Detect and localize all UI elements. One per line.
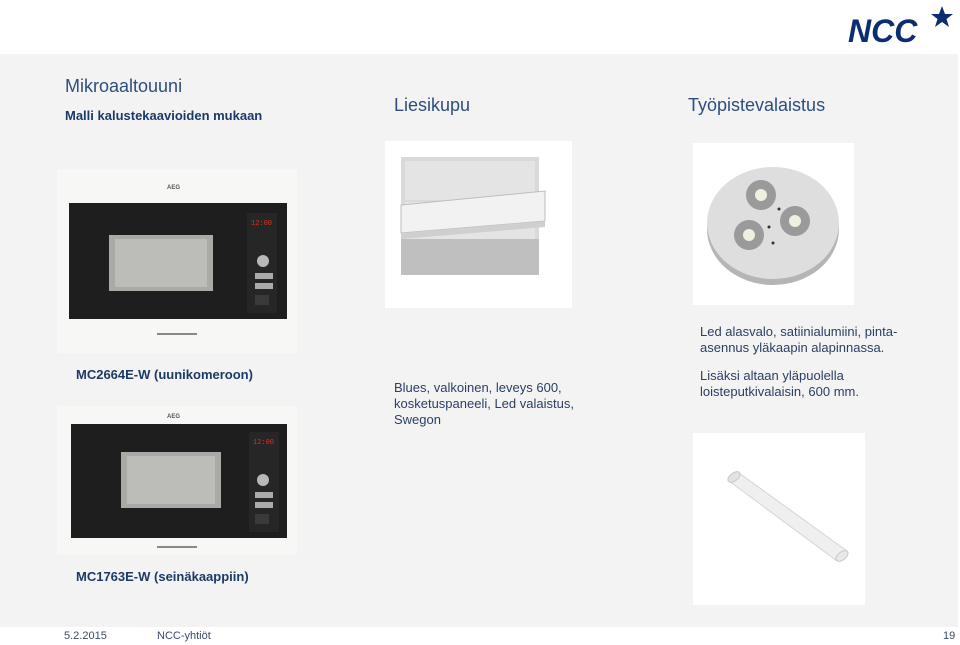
fluorescent-description-line-1: Lisäksi altaan yläpuolella (700, 368, 844, 383)
microwave-1-illustration (57, 169, 297, 353)
led-description (700, 324, 897, 356)
footer-page-number: 19 (943, 630, 956, 642)
fluorescent-description-line-2: loisteputkivalaisin, 600 mm. (700, 384, 859, 399)
footer-bar (0, 627, 960, 645)
led-description-line-2: asennus yläkaapin alapinnassa. (700, 340, 885, 355)
microwave-title: Mikroaaltouuni (65, 76, 183, 96)
header-bar (0, 0, 960, 54)
fluorescent-description (700, 368, 859, 400)
microwave-2-display: 12:00 (253, 439, 275, 447)
hood-image (385, 141, 572, 308)
hood-description (394, 380, 574, 428)
ncc-logo (846, 4, 956, 48)
footer-company: NCC-yhtiöt (157, 630, 211, 642)
led-light-illustration (693, 143, 854, 305)
microwave-2-illustration (57, 406, 297, 555)
star-icon (931, 6, 953, 27)
hood-illustration (385, 141, 572, 308)
microwave-image-1 (57, 169, 297, 353)
microwave-1-caption: MC2664E-W (uunikomeroon) (76, 367, 253, 382)
microwave-1-brand: AEG (167, 185, 181, 191)
led-light-image (693, 143, 854, 305)
microwave-1-display: 12:00 (251, 220, 273, 228)
fluorescent-tube-illustration (693, 433, 865, 605)
hood-description-line-3: Swegon (394, 412, 441, 427)
fluorescent-tube-image (693, 433, 865, 605)
microwave-subtitle: Malli kalustekaavioiden mukaan (65, 108, 263, 123)
microwave-2-caption: MC1763E-W (seinäkaappiin) (76, 569, 249, 584)
led-description-line-1: Led alasvalo, satiinialumiini, pinta- (700, 324, 898, 339)
hood-description-line-1: Blues, valkoinen, leveys 600, (394, 380, 562, 395)
logo-text: NCC (848, 13, 918, 48)
hood-title: Liesikupu (394, 95, 471, 115)
lighting-title: Työpistevalaistus (688, 95, 826, 115)
microwave-2-brand: AEG (167, 414, 181, 420)
footer-date: 5.2.2015 (64, 630, 107, 642)
hood-description-line-2: kosketuspaneeli, Led valaistus, (394, 396, 574, 411)
microwave-image-2 (57, 406, 297, 555)
